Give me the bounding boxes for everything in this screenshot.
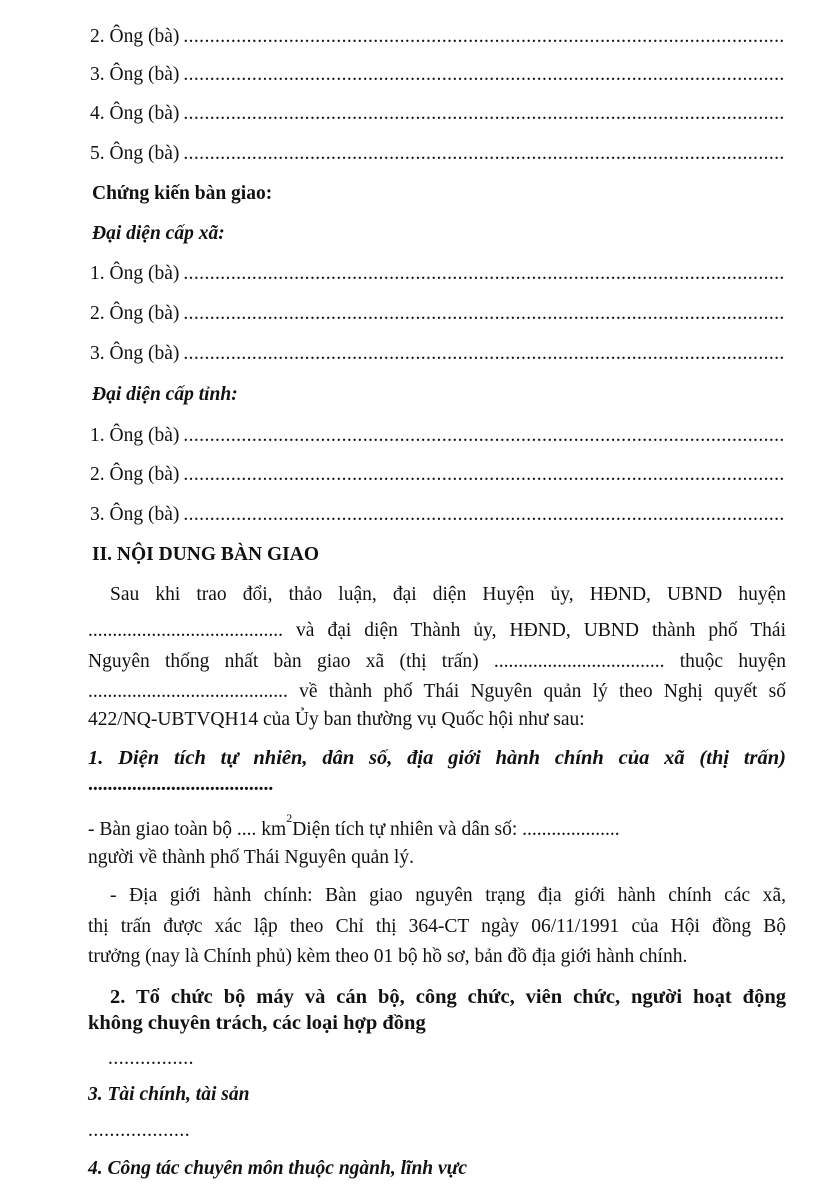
- item-2-dots: ................: [108, 1048, 194, 1069]
- fill-dots: [183, 503, 786, 527]
- owner-label: 3. Ông (bà): [90, 64, 180, 85]
- area-line-2: người về thành phố Thái Nguyên quản lý.: [88, 847, 414, 868]
- commune-rep-2: [90, 302, 786, 326]
- area-superscript: 2: [286, 811, 293, 825]
- commune-heading: Đại diện cấp xã:: [92, 223, 225, 244]
- item-1-title: 1. Diện tích tự nhiên, dân số, địa giới hành chính của xã (thị trấn): [88, 747, 786, 769]
- province-rep-1: [90, 424, 786, 448]
- intro-line-3: Nguyên thống nhất bàn giao xã (thị trấn) ................................... thuộc huyện: [88, 651, 786, 672]
- item-3-title: 3. Tài chính, tài sản: [88, 1084, 250, 1105]
- fill-dots: [183, 142, 786, 166]
- rep-label: 1. Ông (bà): [90, 263, 180, 284]
- owner-label: 5. Ông (bà): [90, 143, 180, 164]
- area-line: [88, 811, 786, 842]
- intro-line-1: Sau khi trao đổi, thảo luận, đại diện Huyện ủy, HĐND, UBND huyện: [110, 584, 786, 605]
- fill-dots: [183, 102, 786, 126]
- owner-label: 2. Ông (bà): [90, 26, 180, 47]
- item-2-title-line-2: không chuyên trách, các loại hợp đồng: [88, 1012, 426, 1034]
- fill-dots: [183, 63, 786, 87]
- fill-dots: [183, 342, 786, 366]
- fill-dots: [183, 262, 786, 286]
- commune-rep-3: [90, 342, 786, 366]
- item-1-dots: ......................................: [88, 774, 274, 795]
- owner-label: 4. Ông (bà): [90, 103, 180, 124]
- rep-label: 3. Ông (bà): [90, 504, 180, 525]
- section-2-title: II. NỘI DUNG BÀN GIAO: [92, 544, 319, 565]
- fill-dots: [183, 302, 786, 326]
- rep-label: 3. Ông (bà): [90, 343, 180, 364]
- item-4-title: 4. Công tác chuyên môn thuộc ngành, lĩnh vực: [88, 1158, 468, 1179]
- item-3-dots: ...................: [88, 1120, 191, 1141]
- intro-line-5: 422/NQ-UBTVQH14 của Ủy ban thường vụ Quốc hội như sau:: [88, 709, 585, 730]
- rep-label: 2. Ông (bà): [90, 303, 180, 324]
- rep-label: 1. Ông (bà): [90, 425, 180, 446]
- witness-heading: Chứng kiến bàn giao:: [92, 183, 273, 204]
- area-text-a: - Bàn giao toàn bộ .... km: [88, 819, 287, 840]
- owner-line-5: [90, 142, 786, 166]
- item-2-title-line-1: 2. Tổ chức bộ máy và cán bộ, công chức, viên chức, người hoạt động: [110, 986, 786, 1008]
- fill-dots: [183, 25, 786, 49]
- boundary-line-2: thị trấn được xác lập theo Chỉ thị 364-CT ngày 06/11/1991 của Hội đồng Bộ: [88, 916, 786, 937]
- province-heading: Đại diện cấp tỉnh:: [92, 384, 238, 405]
- intro-line-4: ......................................... về thành phố Thái Nguyên quản lý theo Nghị quyết số: [88, 681, 786, 702]
- owner-line-4: [90, 102, 786, 126]
- owner-line-2: [90, 25, 786, 49]
- commune-rep-1: [90, 262, 786, 286]
- province-rep-2: [90, 463, 786, 487]
- area-text-b: Diện tích tự nhiên và dân số: ....................: [292, 819, 620, 840]
- fill-dots: [183, 424, 786, 448]
- rep-label: 2. Ông (bà): [90, 464, 180, 485]
- intro-line-2: ........................................ và đại diện Thành ủy, HĐND, UBND thành phố Thái: [88, 620, 786, 641]
- boundary-line-1: - Địa giới hành chính: Bàn giao nguyên trạng địa giới hành chính các xã,: [110, 885, 786, 906]
- fill-dots: [183, 463, 786, 487]
- owner-line-3: [90, 63, 786, 87]
- province-rep-3: [90, 503, 786, 527]
- boundary-line-3: trưởng (nay là Chính phủ) kèm theo 01 bộ hồ sơ, bản đồ địa giới hành chính.: [88, 946, 688, 967]
